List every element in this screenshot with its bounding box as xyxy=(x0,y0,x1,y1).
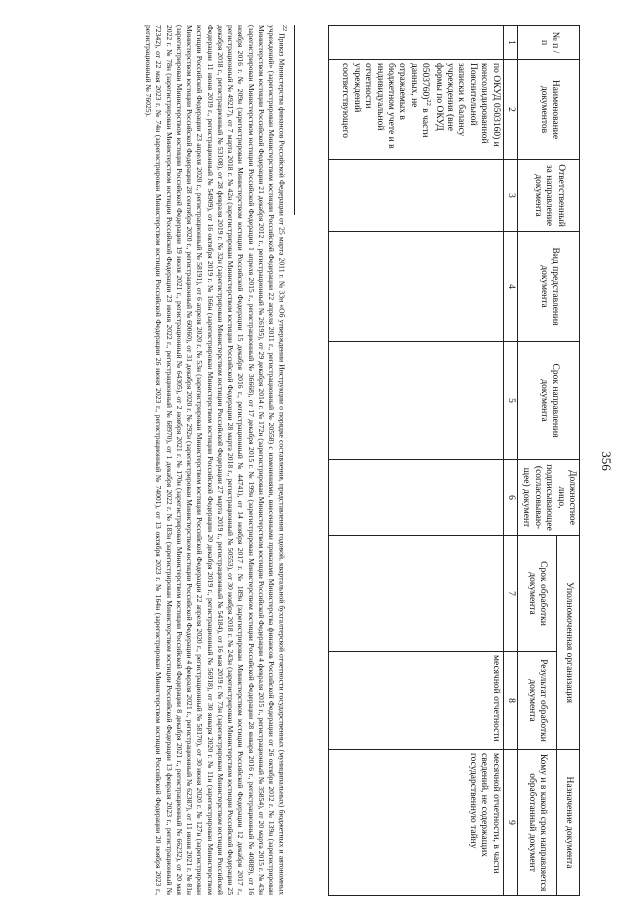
header-responsible: Ответственный за направление документа xyxy=(518,160,580,232)
column-number: 6 xyxy=(503,460,517,536)
document-register-table xyxy=(328,25,580,896)
footnote-text: Приказ Министерства финансов Российской Федерации от 25 марта 2011 г. № 33н «Об утверждении Инструкции о порядке составления, представления годовой, квартальной бухгалтерской отчетности государственных (муниципальных) бюджетных и автономных учреждений» (зарегистрирован Министерством юстиции Российской Федерации 22 апреля 2011 г., регистрационный № 20558) с изменениями, внесенными приказами Министерства финансов Российской Федерации от 26 октября 2012 г. № 139н (зарегистрирован Министерством юстиции Российской Федерации 21 декабря 2012 г., регистрационный № 26195), от 29 декабря 2014 г. № 172н (зарегистрирован Министерством юстиции Российской Федерации 4 февраля 2015 г., регистрационный № 35854), от 20 марта 2015 г. № 43н (зарегистрирован Министерством юстиции Российской Федерации 1 апреля 2015 г., регистрационный № 36668), от 17 декабря 2015 г. № 199н (зарегистрирован Министерством юстиции Российской Федерации 28 января 2016 г., регистрационный № 40889), от 16 ноября 2016 г. № 209н (зарегистрирован Министерством юстиции Российской Федерации 15 декабря 2016 г., регистрационный № 44741), от 14 ноября 2017 г. № 189н (зарегистрирован Министерством юстиции Российской Федерации 12 декабря 2017 г., регистрационный № 49217), от 7 марта 2018 г. № 42н (зарегистрирован Министерством юстиции Российской Федерации 28 марта 2018 г., регистрационный № 50553), от 30 ноября 2018 г. № 243н (зарегистрирован Министерством юстиции Российской Федерации 25 декабря 2018 г., регистрационный № 53108), от 28 февраля 2019 г. № 32н (зарегистрирован Министерством юстиции Российской Федерации 27 марта 2019 г., регистрационный № 54184), от 16 мая 2019 г. № 73н (зарегистрирован Министерством юстиции Российской Федерации 11 июня 2019 г., регистрационный № 54909), от 16 октября 2019 г. № 166н (зарегистрирован Министерством юстиции Российской Федерации 20 декабря 2019 г., регистрационный № 56918), от 30 января 2020 г. № 11н (зарегистрирован Министерством юстиции Российской Федерации 23 апреля 2020 г., регистрационный № 58191), от 6 апреля 2020 г. № 53н (зарегистрирован Министерством юстиции Российской Федерации 22 апреля 2020 г., регистрационный № 58170), от 30 июня 2020 г. № 127н (зарегистрирован Министерством юстиции Российской Федерации 28 сентября 2020 г., регистрационный № 60060), от 31 декабря 2020 г. № 292н (зарегистрирован Министерством юстиции Российской Федерации 4 февраля 2021 г., регистрационный № 62387), от 11 июня 2021 г. № 81н (зарегистрирован Министерством юстиции Российской Федерации 19 июля 2021 г., регистрационный № 64305), от 2 ноября 2021 г. № 170н (зарегистрирован Министерством юстиции Российской Федерации 8 декабря 2021 г., регистрационный № 66232), от 20 мая 2022 г. № 78н (зарегистрирован Министерством юстиции Российской Федерации 23 июня 2022 г., регистрационный № 68970), от 1 декабря 2022 г. № 183н (зарегистрирован Министерством юстиции Российской Федерации 13 февраля 2023 г., регистрационный № 72342), от 22 мая 2023 г. № 74н (зарегистрирован Министерством юстиции Российской Федерации 26 июня 2023 г., регистрационный № 74001), от 13 октября 2023 г. № 164н (зарегистрирован Министерством юстиции Российской Федерации 20 ноября 2023 г., регистрационный № 76025). xyxy=(144,25,287,895)
header-kind: Вид представления документа xyxy=(518,232,580,342)
cell-responsible xyxy=(328,160,503,232)
page-number: 356 xyxy=(599,451,614,471)
footnote-ref: 22 xyxy=(425,99,433,106)
column-number: 7 xyxy=(503,536,517,652)
footnote-separator xyxy=(294,25,295,215)
header-org-result: Результат обработки документа xyxy=(518,652,557,750)
document-name-text: по ОКУД 0503160) и консолидированной Пояснительной записки к балансу учреждения (вне формы по ОКУД 0503760) xyxy=(420,63,501,147)
cell-document-name xyxy=(328,60,503,160)
footnote xyxy=(143,25,288,895)
column-number: 9 xyxy=(503,750,517,896)
table-row xyxy=(328,26,503,896)
cell-official xyxy=(328,460,503,536)
footnote-marker: 22 xyxy=(281,25,287,31)
column-number: 4 xyxy=(503,232,517,342)
column-number: 2 xyxy=(503,60,517,160)
header-row-top xyxy=(557,26,580,896)
document-name-tail: в части данных, не отражаемых в бюджетном учете и в индивидуальной отчетности учреждений соответствующего xyxy=(340,63,431,149)
column-number-row xyxy=(503,26,517,896)
header-official: Должностное лицо, подписывающее (согласовываю-щее) документ xyxy=(518,460,580,536)
cell-num xyxy=(328,26,503,60)
column-number: 8 xyxy=(503,652,517,750)
header-name: Наименование документов xyxy=(518,60,580,160)
header-org-group: Уполномоченная организация xyxy=(557,536,580,750)
header-destination-group: Назначение документа xyxy=(557,750,580,896)
cell-destination-whom: месячной отчетности, в части сведений, не содержащих государственную тайну xyxy=(328,750,503,896)
header-org-deadline: Срок обработки документа xyxy=(518,536,557,652)
cell-org-result: месячной отчетности xyxy=(328,652,503,750)
column-number: 3 xyxy=(503,160,517,232)
column-number: 1 xyxy=(503,26,517,60)
cell-deadline xyxy=(328,342,503,460)
header-deadline: Срок направления документа xyxy=(518,342,580,460)
cell-kind xyxy=(328,232,503,342)
column-number: 5 xyxy=(503,342,517,460)
header-destination-whom: Кому и в какой срок направляется обработанный документ xyxy=(518,750,557,896)
header-num: № п / п xyxy=(518,26,580,60)
cell-org-deadline xyxy=(328,536,503,652)
